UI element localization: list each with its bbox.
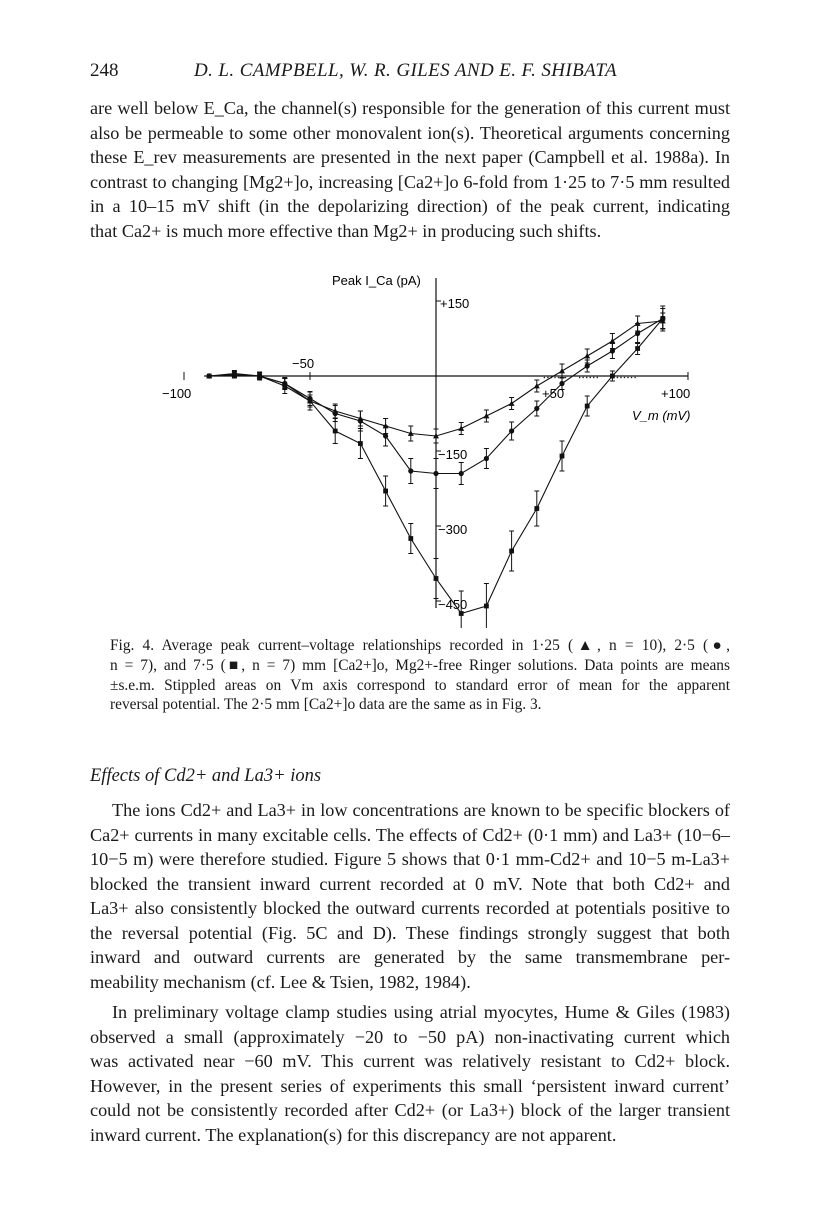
data-point <box>635 331 640 336</box>
data-point <box>459 471 464 476</box>
iv-chart <box>150 268 710 628</box>
data-point <box>609 338 615 343</box>
text-line: are well below E_Ca, the channel(s) responsible for the generation of this current must <box>90 98 730 118</box>
text-line: that Ca2+ is much more effective than Mg2+ in producing such shifts. <box>90 220 602 241</box>
data-point <box>610 374 615 379</box>
data-point <box>257 374 262 379</box>
x-tick-label-minus-50: −50 <box>292 356 315 371</box>
text-line: observed a small (approximately −20 to −50 pA) non-inactivating current which <box>90 1026 730 1047</box>
stipple-dot <box>624 377 626 379</box>
stipple-dot <box>547 377 549 379</box>
x-axis-title: V_m (mV) <box>632 408 691 423</box>
y-tick-label-minus-450: −450 <box>438 597 468 612</box>
text-line: could not be consistently recorded after Cd2+ (or La3+) block of the larger transient <box>90 1100 730 1120</box>
data-point <box>509 549 514 554</box>
figure-caption <box>110 636 730 715</box>
data-point <box>232 373 237 378</box>
data-point <box>509 428 514 433</box>
text-line: blocked the transient inward current recorded at 0 mV. Note that both Cd2+ and <box>90 873 730 894</box>
data-point <box>635 346 640 351</box>
stipple-dot <box>631 377 633 379</box>
stipple-dot <box>596 377 598 379</box>
data-point <box>585 404 590 409</box>
data-point <box>484 604 489 609</box>
body-paragraph-2 <box>90 1000 730 1147</box>
stipple-dot <box>579 377 581 379</box>
running-head: D. L. CAMPBELL, W. R. GILES AND E. F. SHIBATA <box>194 60 617 81</box>
data-point <box>585 363 590 368</box>
text-line: The ions Cd2+ and La3+ in low concentrations are known to be specific blockers of <box>112 800 730 820</box>
data-point <box>534 506 539 511</box>
text-line: inward and outward currents are generated by the same transmembrane per- <box>90 947 730 967</box>
stipple-dot <box>582 377 584 379</box>
figure-4 <box>150 268 710 628</box>
text-line: these E_rev measurements are presented in the next paper (Campbell et al. 1988a). In <box>90 147 730 167</box>
stipple-dot <box>544 377 546 379</box>
stipple-dot <box>627 377 629 379</box>
data-point <box>534 406 539 411</box>
data-point <box>333 429 338 434</box>
data-point <box>358 441 363 446</box>
y-axis-title: Peak I_Ca (pA) <box>332 273 421 288</box>
stipple-dot <box>586 377 588 379</box>
caption-line: Fig. 4. Average peak current–voltage relationships recorded in 1·25 (▲, n = 10), 2·5 (●, <box>110 637 730 654</box>
data-point <box>484 456 489 461</box>
data-point <box>308 399 313 404</box>
stipple-dot <box>617 377 619 379</box>
text-line: contrast to changing [Mg2+]o, increasing [Ca2+]o 6-fold from 1·25 to 7·5 mm resulted <box>90 171 730 192</box>
data-point <box>408 536 413 541</box>
text-line: inward current. The explanation(s) for this discrepancy are not apparent. <box>90 1124 617 1145</box>
data-point <box>560 454 565 459</box>
text-line: in a 10–15 mV shift (in the depolarizing direction) of the peak current, indicating <box>90 196 730 216</box>
data-point <box>458 426 464 431</box>
data-point <box>207 374 212 379</box>
stipple-dot <box>554 377 556 379</box>
data-point <box>383 489 388 494</box>
text-line: the reversal potential (Fig. 5C and D). These findings strongly suggest that both <box>90 922 730 943</box>
data-point <box>383 433 388 438</box>
data-point <box>333 411 338 416</box>
stipple-dot <box>593 377 595 379</box>
data-point <box>584 353 590 358</box>
data-point <box>408 468 413 473</box>
text-line: was activated near −60 mV. This current was relatively resistant to Cd2+ block. <box>90 1051 730 1071</box>
page-header <box>90 60 730 86</box>
data-point <box>559 368 565 373</box>
intro-paragraph <box>90 96 730 243</box>
caption-line: reversal potential. The 2·5 mm [Ca2+]o data are the same as in Fig. 3. <box>110 696 542 714</box>
y-tick-label-minus-150: −150 <box>438 447 468 462</box>
data-point <box>433 471 438 476</box>
text-line: However, in the present series of experiments this small ‘persistent inward current’ <box>90 1075 730 1096</box>
stipple-dot <box>565 377 567 379</box>
data-point <box>509 401 515 406</box>
stipple-dot <box>558 377 560 379</box>
text-line: also be permeable to some other monovalent ion(s). Theoretical arguments concerning <box>90 122 730 143</box>
data-point <box>358 418 363 423</box>
x-tick-label-plus-50: +50 <box>542 386 565 401</box>
y-tick-label-minus-300: −300 <box>438 522 468 537</box>
caption-line: ±s.e.m. Stippled areas on Vm axis correspond to standard error of mean for the apparent <box>110 676 730 694</box>
data-point <box>610 348 615 353</box>
section-heading: Effects of Cd2+ and La3+ ions <box>90 766 322 786</box>
body-paragraph-1 <box>90 798 730 994</box>
text-line: 10−5 m) were therefore studied. Figure 5 shows that 0·1 mm-Cd2+ and 10−5 m-La3+ <box>90 849 730 869</box>
text-line: La3+ also consistently blocked the outward currents recorded at potentials positive to <box>90 898 730 918</box>
data-point <box>534 383 540 388</box>
x-tick-label-plus-100: +100 <box>661 386 691 401</box>
data-point <box>660 316 665 321</box>
data-point <box>434 576 439 581</box>
x-tick-label-minus-100: −100 <box>162 386 192 401</box>
text-line: In preliminary voltage clamp studies using atrial myocytes, Hume & Giles (1983) <box>112 1002 730 1022</box>
caption-line: n = 7), and 7·5 (■, n = 7) mm [Ca2+]o, Mg2+-free Ringer solutions. Data points are means <box>110 656 730 674</box>
stipple-dot <box>620 377 622 379</box>
data-point <box>282 384 287 389</box>
y-tick-label-plus-150: +150 <box>440 296 470 311</box>
stipple-dot <box>634 377 636 379</box>
text-line: meability mechanism (cf. Lee & Tsien, 1982, 1984). <box>90 971 471 992</box>
text-line: Ca2+ currents in many excitable cells. The effects of Cd2+ (0·1 mm) and La3+ (10−6– <box>90 824 730 845</box>
data-point <box>483 413 489 418</box>
page-number: 248 <box>90 60 119 81</box>
stipple-dot <box>589 377 591 379</box>
